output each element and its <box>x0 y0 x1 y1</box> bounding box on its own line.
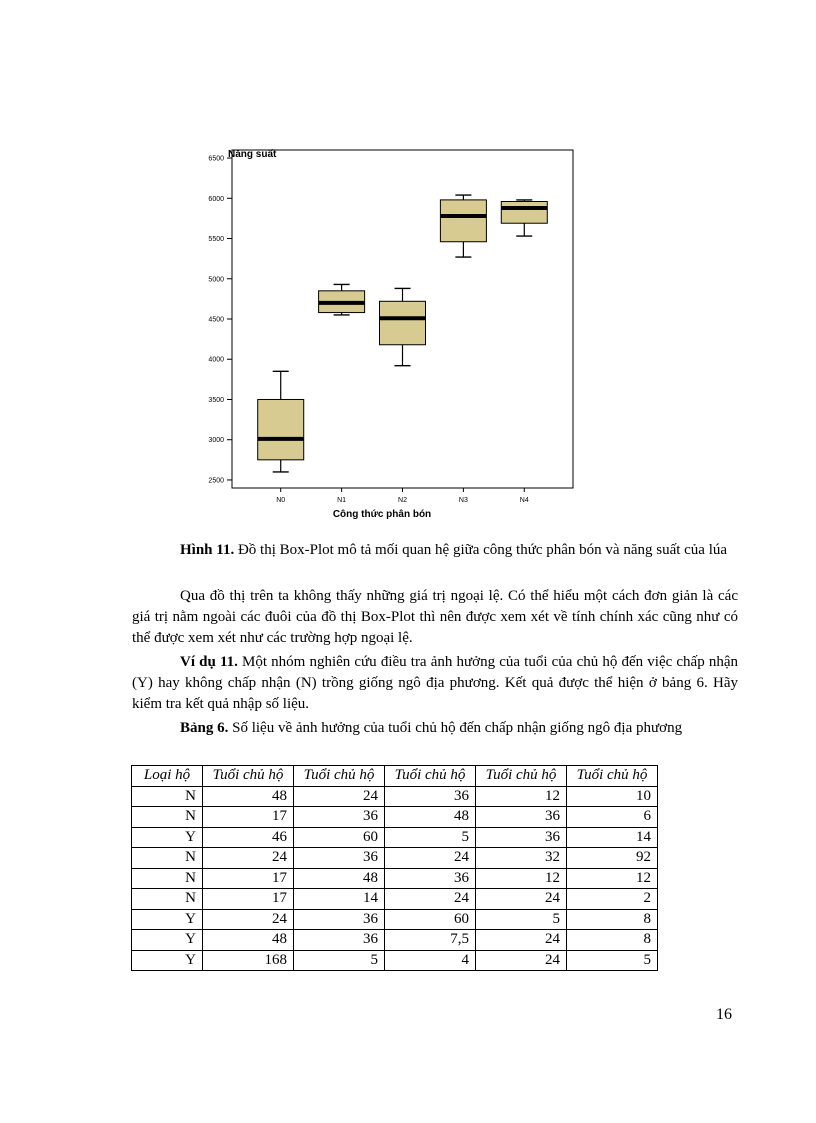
table-cell-age: 5 <box>476 909 567 930</box>
box-iqr <box>380 301 426 344</box>
table-cell-age: 24 <box>385 848 476 869</box>
table-cell-age: 24 <box>476 950 567 971</box>
table-cell-age: 7,5 <box>385 930 476 951</box>
table-cell-age: 6 <box>567 807 658 828</box>
table-cell-age: 36 <box>294 909 385 930</box>
table-header: Loại hộ <box>132 766 203 787</box>
y-tick-label: 6000 <box>208 195 224 203</box>
page-number: 16 <box>716 1006 732 1023</box>
table-cell-age: 36 <box>294 848 385 869</box>
x-tick-label: N4 <box>519 497 529 504</box>
table-row <box>132 868 658 889</box>
y-tick-label: 3000 <box>208 437 224 445</box>
x-tick-label: N1 <box>337 497 347 504</box>
table-header: Tuổi chủ hộ <box>203 766 294 787</box>
y-axis-label: Năng suất <box>228 149 277 160</box>
table-caption-text: Số liệu về ảnh hưởng của tuổi chủ hộ đến chấp nhận giống ngô địa phương <box>228 720 683 736</box>
table-cell-age: 8 <box>567 930 658 951</box>
table-cell-age: 46 <box>203 827 294 848</box>
table-cell-age: 17 <box>203 807 294 828</box>
y-tick-label: 4000 <box>208 356 224 364</box>
table-cell-age: 24 <box>203 848 294 869</box>
table-cell-age: 36 <box>294 930 385 951</box>
figure-caption-text: Đồ thị Box-Plot mô tả mối quan hệ giữa công thức phân bón và năng suất của lúa <box>234 542 728 558</box>
y-tick-label: 3500 <box>208 396 224 404</box>
table-cell-age: 12 <box>567 868 658 889</box>
table-header: Tuổi chủ hộ <box>476 766 567 787</box>
table-row <box>132 909 658 930</box>
table-cell-age: 92 <box>567 848 658 869</box>
table-cell-age: 2 <box>567 889 658 910</box>
table-header: Tuổi chủ hộ <box>385 766 476 787</box>
table-cell-age: 10 <box>567 786 658 807</box>
y-tick-label: 5000 <box>208 276 224 284</box>
table-row <box>132 848 658 869</box>
example-paragraph <box>132 652 738 715</box>
table-cell-age: 17 <box>203 868 294 889</box>
table-header: Tuổi chủ hộ <box>294 766 385 787</box>
table-cell-age: 24 <box>294 786 385 807</box>
table-cell-type: Y <box>132 827 203 848</box>
table-cell-age: 24 <box>203 909 294 930</box>
table-cell-age: 5 <box>385 827 476 848</box>
table-cell-age: 36 <box>476 807 567 828</box>
table-cell-type: N <box>132 889 203 910</box>
box-iqr <box>258 399 304 459</box>
table-cell-type: Y <box>132 950 203 971</box>
table-row <box>132 930 658 951</box>
figure-caption <box>132 540 742 561</box>
data-table <box>131 765 658 971</box>
table-header: Tuổi chủ hộ <box>567 766 658 787</box>
paragraph <box>132 586 738 649</box>
example-label: Ví dụ 11. <box>180 654 238 670</box>
box-iqr <box>440 200 486 242</box>
table-row <box>132 889 658 910</box>
table-cell-age: 48 <box>203 930 294 951</box>
paragraph-text: Qua đồ thị trên ta không thấy những giá trị ngoại lệ. Có thể hiểu một cách đơn giản là các giá trị nằm ngoài các đuôi của đồ thị Box-Plot thì nên được xem xét về tính chính xác cũng như có thể được xem xét như các trường hợp ngoại lệ. <box>132 588 738 646</box>
table-cell-age: 5 <box>294 950 385 971</box>
table-cell-age: 24 <box>476 889 567 910</box>
x-axis <box>276 488 529 504</box>
table-cell-type: Y <box>132 930 203 951</box>
y-axis <box>208 156 232 485</box>
table-cell-age: 168 <box>203 950 294 971</box>
table-cell-age: 17 <box>203 889 294 910</box>
table-row <box>132 827 658 848</box>
table-cell-age: 36 <box>294 807 385 828</box>
table-cell-age: 5 <box>567 950 658 971</box>
table-cell-age: 24 <box>385 889 476 910</box>
table-cell-age: 60 <box>294 827 385 848</box>
table-cell-age: 12 <box>476 786 567 807</box>
x-tick-label: N2 <box>398 497 407 504</box>
table-cell-age: 48 <box>385 807 476 828</box>
table-cell-age: 36 <box>476 827 567 848</box>
table-cell-age: 48 <box>294 868 385 889</box>
box-iqr <box>501 202 547 224</box>
boxplot-chart <box>195 140 585 525</box>
y-tick-label: 4500 <box>208 316 224 324</box>
table-row <box>132 950 658 971</box>
table-cell-age: 14 <box>567 827 658 848</box>
example-text: Một nhóm nghiên cứu điều tra ảnh hưởng của tuổi của chủ hộ đến việc chấp nhận (Y) hay không chấp nhận (N) trồng giống ngô địa phương. Kết quả được thể hiện ở bảng 6. Hãy kiểm tra kết quả nhập số liệu. <box>132 654 738 712</box>
table-cell-age: 12 <box>476 868 567 889</box>
table-cell-age: 36 <box>385 868 476 889</box>
table-cell-type: N <box>132 848 203 869</box>
table-cell-age: 14 <box>294 889 385 910</box>
x-tick-label: N3 <box>458 497 468 504</box>
figure-caption-label: Hình 11. <box>180 542 235 558</box>
table-caption-label: Bảng 6. <box>180 720 229 736</box>
table-row <box>132 786 658 807</box>
x-axis-label: Công thức phân bón <box>332 509 432 520</box>
table-cell-type: N <box>132 868 203 889</box>
table-row <box>132 807 658 828</box>
table-cell-age: 48 <box>203 786 294 807</box>
y-tick-label: 2500 <box>208 477 224 485</box>
y-tick-label: 6500 <box>208 155 224 163</box>
table-cell-age: 36 <box>385 786 476 807</box>
table-cell-age: 24 <box>476 930 567 951</box>
table-cell-age: 8 <box>567 909 658 930</box>
table-cell-type: N <box>132 786 203 807</box>
table-cell-age: 4 <box>385 950 476 971</box>
table-cell-type: N <box>132 807 203 828</box>
y-tick-label: 5500 <box>208 236 224 244</box>
table-cell-type: Y <box>132 909 203 930</box>
x-tick-label: N0 <box>276 497 286 504</box>
table-cell-age: 60 <box>385 909 476 930</box>
table-caption <box>132 718 738 739</box>
table-cell-age: 32 <box>476 848 567 869</box>
table-header-row <box>132 766 658 787</box>
